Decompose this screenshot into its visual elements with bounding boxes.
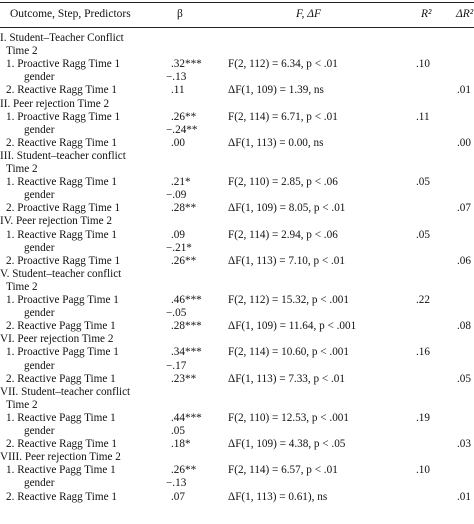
step-label: 1. Reactive Ragg Time 1 (6, 176, 117, 189)
table-row (0, 437, 474, 451)
beta-cell: .00 (171, 136, 185, 149)
f-stat-cell: ΔF(1, 109) = 8.05, p < .01 (228, 202, 346, 215)
beta-cell: .28** (171, 202, 197, 215)
beta-cell: .23** (171, 372, 197, 385)
table-row (0, 228, 474, 242)
beta-cell: .11 (171, 84, 185, 97)
beta-cell: .28*** (171, 320, 202, 333)
table-row (0, 424, 474, 438)
table-row (0, 319, 474, 333)
header-f: F, ΔF (296, 8, 322, 20)
beta-cell: .26** (171, 254, 197, 267)
beta-cell: −.05 (166, 307, 187, 320)
f-stat-cell: F(2, 112) = 15.32, p < .001 (228, 294, 349, 306)
step-label: 2. Reactive Ragg Time 1 (6, 136, 117, 149)
f-stat-cell: F(2, 114) = 6.71, p < .01 (228, 110, 338, 123)
r2-cell: .10 (416, 464, 430, 477)
table-row (0, 254, 474, 268)
table-row (0, 293, 474, 307)
step-label: Time 2 (6, 280, 38, 293)
step-label: 2. Reactive Pagg Time 1 (6, 320, 116, 333)
predictor-label: gender (24, 359, 55, 372)
table-row (0, 175, 474, 189)
step-label: 2. Reactive Ragg Time 1 (6, 438, 117, 451)
table-row (0, 372, 474, 386)
step-label: 2. Reactive Ragg Time 1 (6, 490, 117, 503)
table-row (0, 306, 474, 320)
predictor-label: gender (24, 241, 55, 254)
f-stat-cell: F(2, 110) = 12.53, p < .001 (228, 411, 349, 424)
delta-r2-cell: .00 (457, 136, 471, 149)
table-row (0, 83, 474, 97)
step-label: Time 2 (6, 163, 38, 175)
section-label: I. Student–Teacher Conflict (0, 32, 124, 44)
table-row (0, 149, 474, 163)
f-stat-cell: ΔF(1, 109) = 1.39, ns (228, 84, 324, 97)
step-label: Time 2 (6, 398, 38, 411)
table-row (0, 280, 474, 294)
header-r2: R² (421, 8, 432, 20)
table-row (0, 188, 474, 202)
predictor-label: gender (24, 425, 55, 437)
r2-cell: .19 (416, 411, 430, 424)
beta-cell: .26** (171, 464, 197, 477)
r2-cell: .10 (416, 58, 430, 71)
top-rule (0, 2, 474, 3)
f-stat-cell: ΔF(1, 109) = 4.38, p < .05 (228, 438, 346, 451)
header-rule (0, 27, 474, 28)
delta-r2-cell: .01 (457, 84, 471, 97)
step-label: 2. Proactive Ragg Time 1 (6, 202, 121, 215)
step-label: 1. Proactive Pagg Time 1 (6, 346, 119, 359)
table-row (0, 70, 474, 84)
f-stat-cell: ΔF(1, 113) = 0.61), ns (228, 490, 328, 503)
step-label: 1. Reactive Ragg Time 1 (6, 228, 117, 241)
section-label: VI. Peer rejection Time 2 (0, 333, 114, 346)
beta-cell: .07 (171, 490, 185, 503)
beta-cell: −.13 (166, 71, 187, 84)
f-stat-cell: F(2, 112) = 6.34, p < .01 (228, 58, 338, 71)
beta-cell: −.24** (166, 123, 198, 136)
table-row (0, 123, 474, 137)
predictor-label: gender (24, 477, 55, 490)
header-outcome: Outcome, Step, Predictors (10, 8, 131, 20)
header-beta: β (177, 8, 183, 20)
f-stat-cell: ΔF(1, 113) = 7.10, p < .01 (228, 254, 345, 267)
step-label: 1. Proactive Ragg Time 1 (6, 110, 121, 123)
delta-r2-cell: .08 (457, 320, 471, 333)
step-label: 1. Proactive Pagg Time 1 (6, 294, 119, 306)
r2-cell: .16 (416, 346, 430, 359)
delta-r2-cell: .03 (457, 438, 471, 451)
beta-cell: .21* (171, 176, 191, 189)
section-label: V. Student–teacher conflict (0, 267, 122, 280)
beta-cell: .09 (171, 228, 185, 241)
table-row (0, 450, 474, 464)
table-row (0, 267, 474, 281)
table-row (0, 398, 474, 412)
f-stat-cell: ΔF(1, 113) = 0.00, ns (228, 136, 324, 149)
r2-cell: .11 (416, 110, 430, 123)
section-label: III. Student–teacher conflict (0, 149, 126, 162)
table-row (0, 214, 474, 228)
f-stat-cell: F(2, 114) = 2.94, p < .06 (228, 228, 338, 241)
table-row (0, 31, 474, 45)
delta-r2-cell: .01 (457, 490, 471, 503)
header-dr2: ΔR² (456, 8, 474, 20)
r2-cell: .22 (416, 294, 430, 306)
table-row (0, 44, 474, 58)
beta-cell: .44*** (171, 411, 202, 424)
beta-cell: −.13 (166, 477, 187, 490)
step-label: 1. Reactive Pagg Time 1 (6, 464, 116, 477)
section-label: II. Peer rejection Time 2 (0, 97, 110, 110)
table-row (0, 463, 474, 477)
predictor-label: gender (24, 307, 55, 320)
table-row (0, 57, 474, 71)
predictor-label: gender (24, 189, 55, 202)
delta-r2-cell: .07 (457, 202, 471, 215)
step-label: 1. Proactive Ragg Time 1 (6, 58, 121, 71)
section-label: VII. Student–teacher conflict (0, 385, 131, 398)
beta-cell: −.09 (166, 189, 187, 202)
table-row (0, 110, 474, 124)
f-stat-cell: F(2, 114) = 10.60, p < .001 (228, 346, 349, 359)
table-row (0, 359, 474, 373)
beta-cell: .34*** (171, 346, 202, 359)
delta-r2-cell: .06 (457, 254, 471, 267)
table-row (0, 136, 474, 150)
section-label: IV. Peer rejection Time 2 (0, 215, 112, 228)
f-stat-cell: ΔF(1, 113) = 7.33, p < .01 (228, 372, 345, 385)
table-row (0, 345, 474, 359)
step-label: 2. Reactive Pagg Time 1 (6, 372, 116, 385)
table-row (0, 385, 474, 399)
predictor-label: gender (24, 71, 55, 84)
f-stat-cell: F(2, 114) = 6.57, p < .01 (228, 464, 338, 477)
table-row (0, 241, 474, 255)
beta-cell: .32*** (171, 58, 202, 71)
table-row (0, 201, 474, 215)
beta-cell: .18* (171, 438, 191, 451)
table-row (0, 162, 474, 176)
beta-cell: .26** (171, 110, 197, 123)
table-row (0, 476, 474, 490)
f-stat-cell: ΔF(1, 109) = 11.64, p < .001 (228, 320, 357, 333)
step-label: 1. Reactive Pagg Time 1 (6, 411, 116, 424)
beta-cell: .05 (171, 425, 185, 437)
step-label: Time 2 (6, 45, 38, 58)
table-row (0, 490, 474, 504)
beta-cell: .46*** (171, 294, 202, 306)
f-stat-cell: F(2, 110) = 2.85, p < .06 (228, 176, 338, 189)
r2-cell: .05 (416, 176, 430, 189)
r2-cell: .05 (416, 228, 430, 241)
step-label: 2. Reactive Ragg Time 1 (6, 84, 117, 97)
table-row (0, 97, 474, 111)
section-label: VIII. Peer rejection Time 2 (0, 451, 121, 464)
delta-r2-cell: .05 (457, 372, 471, 385)
predictor-label: gender (24, 123, 55, 136)
table-row (0, 411, 474, 425)
beta-cell: −.17 (166, 359, 187, 372)
table-row (0, 332, 474, 346)
beta-cell: −.21* (166, 241, 192, 254)
step-label: 2. Proactive Ragg Time 1 (6, 254, 121, 267)
